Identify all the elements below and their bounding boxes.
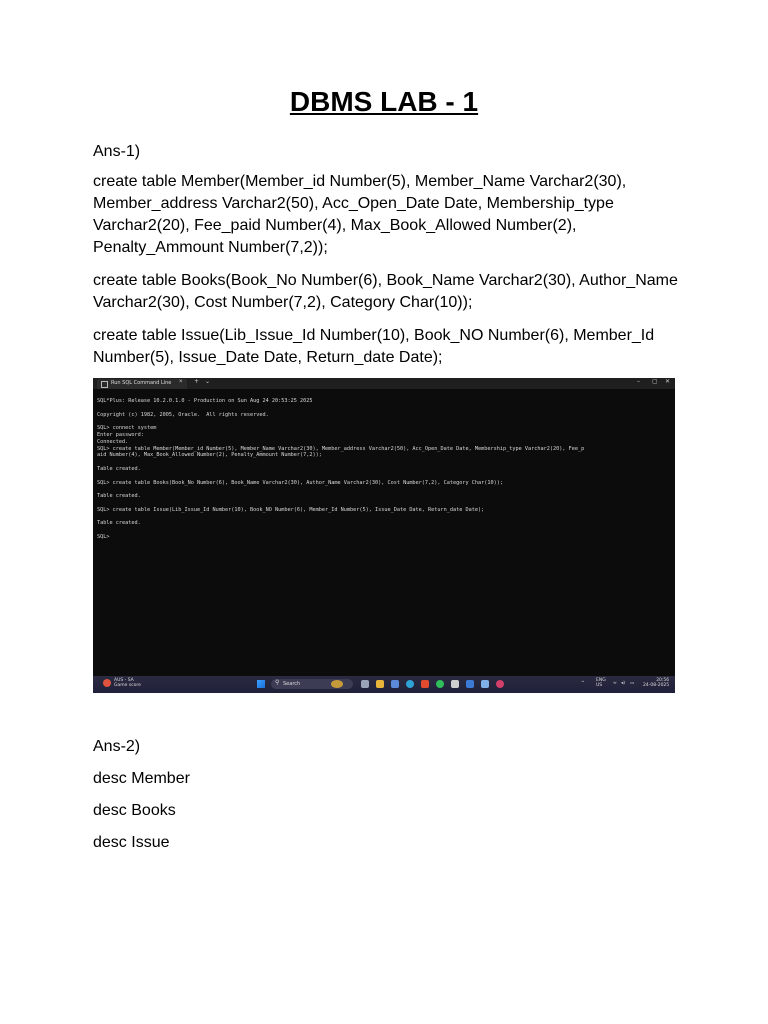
search-icon: ⚲ [275, 680, 280, 686]
window-titlebar [93, 378, 675, 389]
search-highlight-icon [331, 680, 343, 688]
desc-member: desc Member [93, 770, 190, 787]
vscode-icon[interactable] [481, 680, 489, 688]
query-books: create table Books(Book_No Number(6), Book_Name Varchar2(30), Author_Name Varchar2(30), Cost Number(7,2), Category Char(10)); [93, 272, 678, 311]
page-title: DBMS LAB - 1 [289, 86, 479, 117]
language-indicator[interactable] [596, 678, 606, 688]
file-explorer-icon[interactable] [376, 680, 384, 688]
window-tab[interactable] [97, 379, 187, 389]
query-issue: create table Issue(Lib_Issue_Id Number(10), Book_NO Number(6), Member_Id Number(5), Issue_Date Date, Return_date Date); [93, 327, 655, 366]
ans2-label: Ans-2) [93, 738, 141, 755]
clock[interactable] [643, 678, 669, 688]
app-icon[interactable] [466, 680, 474, 688]
desc-books: desc Books [93, 802, 176, 819]
browser-icon[interactable] [496, 680, 504, 688]
tab-label: Run SQL Command Line [111, 380, 172, 386]
taskbar [93, 676, 675, 693]
close-icon[interactable]: ✕ [665, 378, 671, 385]
terminal-icon [101, 381, 108, 388]
weather-icon[interactable] [103, 679, 111, 687]
whatsapp-icon[interactable] [436, 680, 444, 688]
lang-line2: US [596, 683, 603, 688]
battery-icon[interactable]: ▭ [630, 681, 635, 686]
start-button[interactable] [257, 680, 265, 688]
task-view-icon[interactable] [361, 680, 369, 688]
terminal-app-icon[interactable] [451, 680, 459, 688]
clock-date: 24-08-2025 [643, 683, 670, 688]
lang-line1: ENG [596, 678, 606, 683]
volume-icon[interactable]: ◂) [621, 681, 626, 686]
maximize-icon[interactable]: ▢ [652, 378, 658, 385]
edge-icon[interactable] [406, 680, 414, 688]
weather-line1: AUS - SA [114, 678, 134, 683]
new-tab-icon[interactable]: + [194, 378, 200, 385]
minimize-icon[interactable]: – [637, 378, 640, 385]
wifi-icon[interactable]: ≈ [613, 681, 617, 686]
clock-time: 20:56 [656, 678, 670, 683]
chevron-up-icon[interactable]: ^ [581, 681, 585, 686]
desc-issue: desc Issue [93, 834, 170, 851]
tab-close-icon[interactable]: × [179, 379, 183, 385]
sql-console-screenshot [93, 378, 675, 693]
store-icon[interactable] [391, 680, 399, 688]
tab-dropdown-icon[interactable]: ⌄ [205, 378, 211, 385]
brave-icon[interactable] [421, 680, 429, 688]
ans1-label: Ans-1) [93, 143, 141, 160]
search-label: Search [283, 681, 301, 687]
query-member: create table Member(Member_id Number(5), Member_Name Varchar2(30), Member_address Varchar2(50), Acc_Open_Date Date, Membership_type Varchar2(20), Fee_paid Number(4), Max_Book_Allowed Number(2), Penalty_Ammount Number(7,2)); [93, 173, 627, 256]
weather-line2: Game score [114, 683, 141, 688]
weather-widget[interactable] [114, 678, 141, 688]
console-output: SQL*Plus: Release 10.2.0.1.0 - Production on Sun Aug 24 20:53:25 2025 Copyright (c) 1982, 2005, Oracle. All rights reserved. SQL> connect system Enter password: Connected. SQL> create table Member(Member_id Number(5), Member_Name Varchar2(30), Member_address Varchar2(50), Acc_Open_Date Date, Membership_type Varchar2(20), Fee_p aid Number(4), Max_Book_Allowed Number(2), Penalty_Ammount Number(7,2)); Table created. SQL> create table Books(Book_No Number(6), Book_Name Varchar2(30), Author_Name Varchar2(30), Cost Number(7,2), Category Char(10)); Table created. SQL> create table Issue(Lib_Issue_Id Number(10), Book_NO Number(6), Member_Id Number(5), Issue_Date Date, Return_date Date); Table created. SQL> [97, 398, 585, 540]
